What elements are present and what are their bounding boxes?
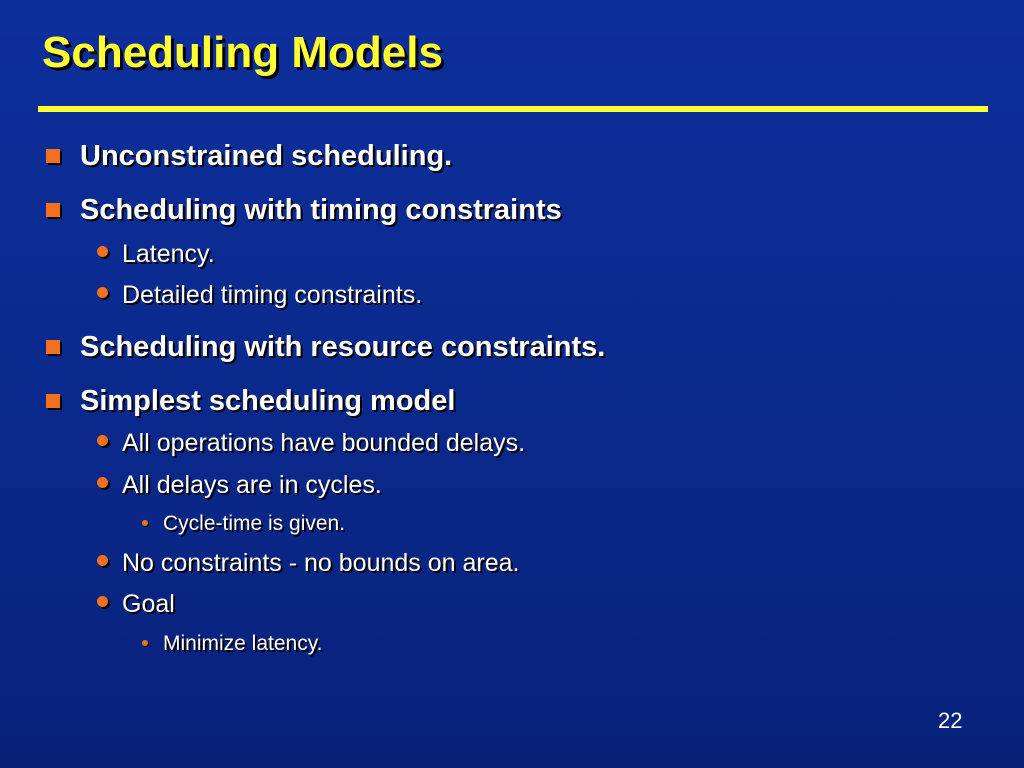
bullet-item bbox=[80, 331, 605, 364]
sub-bullet-item bbox=[122, 429, 525, 458]
dot-bullet-icon bbox=[97, 477, 108, 488]
small-dot-bullet-icon bbox=[142, 520, 148, 526]
bullet-item bbox=[80, 140, 452, 173]
bullet-text: Simplest scheduling model bbox=[80, 385, 456, 417]
bullet-text: Minimize latency. bbox=[163, 632, 323, 655]
square-bullet-icon bbox=[46, 149, 60, 163]
bullet-text: All delays are in cycles. bbox=[122, 471, 382, 499]
dot-bullet-icon bbox=[97, 555, 108, 566]
bullet-text: Cycle-time is given. bbox=[163, 512, 346, 535]
bullet-text: All operations have bounded delays. bbox=[122, 429, 526, 457]
bullet-text: No constraints - no bounds on area. bbox=[122, 549, 520, 577]
sub-bullet-item bbox=[122, 240, 215, 269]
square-bullet-icon bbox=[46, 394, 60, 408]
bullet-text: Goal bbox=[122, 590, 175, 618]
square-bullet-icon bbox=[46, 203, 60, 217]
dot-bullet-icon bbox=[97, 287, 108, 298]
sub-bullet-item bbox=[122, 471, 382, 500]
bullet-item bbox=[80, 385, 455, 418]
bullet-text: Unconstrained scheduling. bbox=[80, 140, 453, 172]
bullet-text: Latency. bbox=[122, 240, 215, 268]
bullet-text: Detailed timing constraints. bbox=[122, 281, 423, 309]
dot-bullet-icon bbox=[97, 596, 108, 607]
bullet-item bbox=[80, 194, 562, 227]
sub-bullet-item bbox=[122, 281, 422, 310]
slide-title: Scheduling Models bbox=[42, 28, 443, 77]
bullet-text: Scheduling with timing constraints bbox=[80, 194, 562, 226]
dot-bullet-icon bbox=[97, 246, 108, 257]
square-bullet-icon bbox=[46, 340, 60, 354]
dot-bullet-icon bbox=[97, 435, 108, 446]
sub-bullet-item bbox=[122, 590, 175, 619]
small-dot-bullet-icon bbox=[142, 640, 148, 646]
sub-sub-bullet-item bbox=[163, 512, 345, 536]
page-number: 22 bbox=[938, 708, 963, 733]
sub-sub-bullet-item bbox=[163, 632, 323, 656]
title-underline bbox=[38, 106, 988, 112]
bullet-text: Scheduling with resource constraints. bbox=[80, 331, 606, 363]
sub-bullet-item bbox=[122, 549, 519, 578]
